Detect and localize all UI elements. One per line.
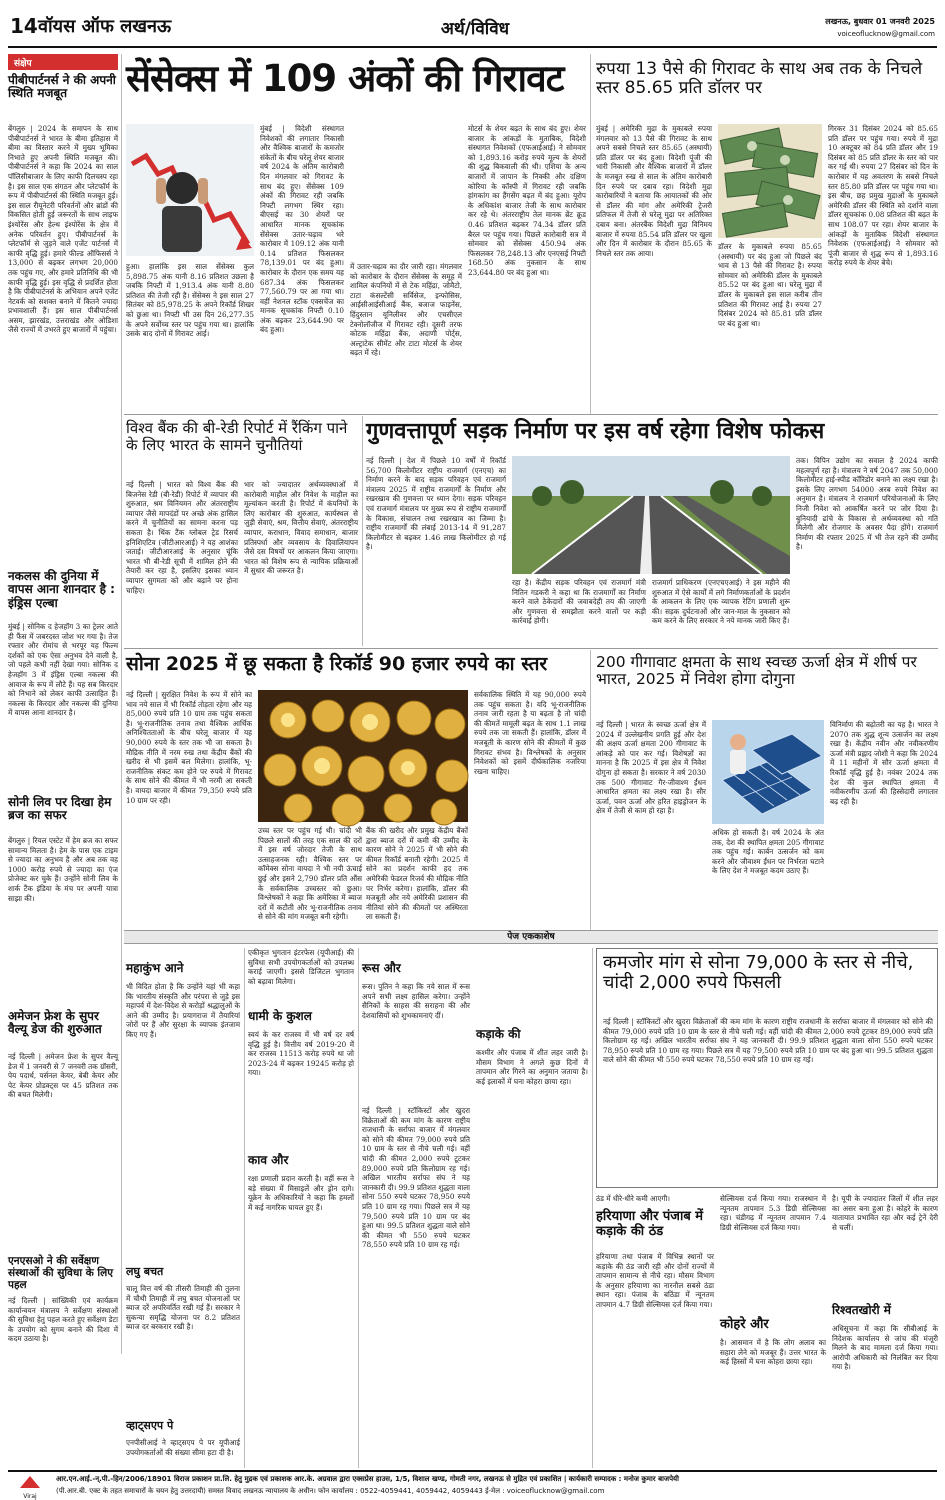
masthead-page-number: 14 xyxy=(10,14,38,38)
dhami-col1: एकीकृत भुगतान इंटरफेस (यूपीआई) की सुविधा सभी उपयोगकर्ताओं को उपलब्ध कराई जाएगी। इससे डिजिटल भुगतान को बढ़ावा मिलेगा। xyxy=(248,948,354,986)
dhami-body: स्वयं के कर राजस्व में भी वर्ष दर वर्ष वृद्धि हुई है। वित्तीय वर्ष 2019-20 में कर राजस्व 11513 करोड़ रुपये था जो 2023-24 में बढ़कर 19245 करोड़ हो गया। xyxy=(248,1030,354,1078)
kadake-body: कश्मीर और पंजाब में शीत लहर जारी है। मौसम विभाग ने अगले कुछ दिनों में तापमान और गिरने का अनुमान जताया है। कई इलाकों में घना कोहरा छाया रहा। xyxy=(476,1048,588,1086)
gold90-col1: नई दिल्ली | सुरक्षित निवेश के रूप में सोने का भाव नये साल में भी रिकॉर्ड तोड़ता रहेगा और यह 85,000 रुपये प्रति 10 ग्राम तक पहुंच सकता है। भू-राजनीतिक तनाव तथा वैश्विक आर्थिक अनिश्चितताओं के बीच घरेलू बाजार में यह 90,000 रुपये के स्तर तक भी जा सकता है। मौद्रिक नीति में नरम रुख तथा केंद्रीय बैंकों की खरीद से भी इसमें बल मिलेगा। हालांकि, भू-राजनीतिक संकट कम होने पर रुपये में गिरावट के साथ सोने की कीमत में भी नरमी आ सकती है। वायदा बाजार में कीमत 79,350 रुपये प्रति 10 ग्राम पर रही। xyxy=(126,690,252,805)
rule-left xyxy=(121,54,122,1354)
sankshep-item3-title: सोनी लिव पर दिखा हेम ब्रज का सफर xyxy=(8,795,112,823)
whatsapp-pay-title: व्हाट्सएप पे xyxy=(126,1419,174,1432)
rule-under-top xyxy=(124,414,938,415)
footer-logo xyxy=(10,1474,50,1500)
cold-col3: है। यूपी के ज्यादातर जिलों में शीत लहर का असर बना हुआ है। कोहरे के कारण यातायात प्रभावित रहा और कई ट्रेनें देरी से चलीं। xyxy=(832,1194,938,1232)
gold90-photo xyxy=(258,690,468,822)
footer-logo-text: Viraj xyxy=(23,1493,37,1500)
worldbank-col1: नई दिल्ली | भारत को विश्व बैंक की बिजनेस रेडी (बी-रेडी) रिपोर्ट में व्यापार की शुरुआत, श्रम विनियमन और अंतरराष्ट्रीय व्यापार जैसे मापदंडों पर अच्छे अंक हासिल करने में चुनौतियों का सामना करना पड़ सकता है। थिंक टैंक ग्लोबल ट्रेड रिसर्च इनिशिएटिव (जीटीआरआई) ने यह आशंका जताई। जीटीआरआई के अनुसार चूंकि भारत भी बी-रेडी सूची में शामिल होने की तैयारी कर रहा है, इसलिए इसका ध्यान व्यापार सुगमता को और बढ़ाने पर होना चाहिए। xyxy=(126,480,238,595)
sensex-photo xyxy=(126,124,254,256)
gold90-headline: सोना 2025 में छू सकता है रिकॉर्ड 90 हजार रुपये का स्तर xyxy=(126,653,548,675)
masthead-section: अर्थ/विविध xyxy=(440,19,510,39)
rishwat-title: रिश्वतखोरी में xyxy=(832,1303,891,1317)
masthead-rule xyxy=(8,46,937,48)
mahakumbh-title: महाकुंभ आने xyxy=(126,961,184,975)
russia-title: रूस और xyxy=(362,961,401,975)
sensex-col3: में उतार-चढ़ाव का दौर जारी रहा। मंगलवार को कारोबार के दौरान सेंसेक्स के समूह में शामिल कंपनियों में से टेक महिंद्रा, जोमैटो, टाटा कंसल्टेंसी सर्विसेज, इन्फोसिस, आईसीआईसीआई बैंक, बजाज फाइनेंस, हिंदुस्तान यूनिलीवर और एचसीएल टेक्नोलॉजीज में गिरावट रही। दूसरी तरफ कोटक महिंद्रा बैंक, अदाणी पोर्ट्स, अल्ट्राटेक सीमेंट और टाटा मोटर्स के शेयर बढ़त में रहे। xyxy=(350,262,462,358)
sankshep-item2-body: मुंबई | सोनिक द हेजहॉग 3 का ट्रेलर आते ही फैंस में जबरदस्त जोश भर गया है। तेज रफ्तार और रोमांच से भरपूर यह फिल्म दर्शकों को एक ऐसा अनुभव देने वाली है, जो पहले कभी नहीं देखा गया। सोनिक द हेजहॉग 3 में इंड्रिस एल्बा नकल्स की आवाज के रूप में लौटे हैं। यह सब किरदार को निभाने को लेकर काफी उत्साहित हैं। नकल्स के किरदार और नकल्स की दुनिया में वापस आना शानदार है। xyxy=(8,622,118,718)
rule-mid-top xyxy=(590,54,591,414)
masthead xyxy=(0,0,945,58)
road-photo xyxy=(512,456,790,574)
solar-col2: अधिक हो सकती है। वर्ष 2024 के अंत तक, देश की स्थापित क्षमता 205 गीगावाट तक पहुंच गई। कार्बन उत्सर्जन को कम करने और जीवाश्म ईंधन पर निर्भरता घटाने के लिए देश ने मजबूत कदम उठाए हैं। xyxy=(712,828,824,876)
sankshep-item1-title: पीबीपार्टनर्स ने की अपनी स्थिति मजबूत xyxy=(8,73,116,101)
road-col1: नई दिल्ली | देश में पिछले 10 वर्षों में रिकॉर्ड 56,700 किलोमीटर राष्ट्रीय राजमार्ग (एनएच) का निर्माण करने के बाद सड़क परिवहन एवं राजमार्ग मंत्रालय 2025 में राष्ट्रीय राजमार्गों के निर्माण और रखरखाव की गुणवत्ता पर ध्यान देगा। सड़क परिवहन एवं राजमार्ग मंत्रालय पर मुख्य रूप से राष्ट्रीय राजमार्गों के विकास, संचालन तथा रखरखाव का जिम्मा है। राष्ट्रीय राजमार्गों की लंबाई 2013-14 में 91,287 किलोमीटर से बढ़कर 1.46 लाख किलोमीटर हो गई है। xyxy=(366,456,506,552)
rule-bot-3 xyxy=(592,948,593,1468)
sankshep-item4-body: नई दिल्ली | अमेजन फ्रेश के सुपर वैल्यू डेज में 1 जनवरी से 7 जनवरी तक ग्रॉसरी, पेय पदार्थ, पर्सनल केयर, बेबी केयर और पेट केयर प्रोडक्ट्स पर 45 प्रतिशत तक की बचत मिलेगी। xyxy=(8,1052,118,1100)
kav-body: रक्षा प्रणाली प्रदान करती है। वहीं रूस ने बड़े संख्या में मिसाइलें और ड्रोन दागे। यूक्रेन के अधिकारियों ने कहा कि हमलों में कई नागरिक घायल हुए हैं। xyxy=(248,1174,354,1212)
worldbank-headline: विश्व बैंक की बी-रेडी रिपोर्ट में रैंकिंग पाने के लिए भारत के सामने चुनौतियां xyxy=(126,419,348,454)
gold79-body: नई दिल्ली | स्टॉकिस्टों और खुदरा विक्रेताओं की कम मांग के कारण राष्ट्रीय राजधानी के सर्राफा बाजार में मंगलवार को सोने की कीमत 79,000 रुपये प्रति 10 ग्राम के स्तर से नीचे चली गई। वहीं चांदी की कीमत 2,000 रुपये टूटकर 89,000 रुपये प्रति किलोग्राम रह गई। अखिल भारतीय सर्राफा संघ ने यह जानकारी दी। 99.9 प्रतिशत शुद्धता वाला सोना 550 रुपये घटकर 78,950 रुपये प्रति 10 ग्राम रह गया। पिछले सत्र में यह 79,500 रुपये प्रति 10 ग्राम पर बंद हुआ था। 99.5 प्रतिशत शुद्धता वाले सोने की कीमत भी 550 रुपये घटकर 78,550 रुपये प्रति 10 ग्राम रह गई। xyxy=(603,1017,933,1065)
sankshep-label: संक्षेप xyxy=(8,54,118,70)
russia-col2: नई दिल्ली | स्टॉकिस्टों और खुदरा विक्रेताओं की कम मांग के कारण राष्ट्रीय राजधानी के सर्राफा बाजार में मंगलवार को सोने की कीमत 79,000 रुपये प्रति 10 ग्राम के स्तर से नीचे चली गई। वहीं चांदी की कीमत 2,000 रुपये टूटकर 89,000 रुपये प्रति किलोग्राम रह गई। अखिल भारतीय सर्राफा संघ ने यह जानकारी दी। 99.9 प्रतिशत शुद्धता वाला सोना 550 रुपये घटकर 78,950 रुपये प्रति 10 ग्राम रह गया। पिछले सत्र में यह 79,500 रुपये प्रति 10 ग्राम पर बंद हुआ था। 99.5 प्रतिशत शुद्धता वाले सोने की कीमत भी 550 रुपये घटकर 78,550 रुपये प्रति 10 ग्राम रह गई। xyxy=(362,1106,470,1250)
footer-note: (पी.आर.बी. एक्ट के तहत समाचारों के चयन हेतु उत्तरदायी) समस्त विवाद लखनऊ न्यायालय के अधीन। फोन कार्यालय : 0522-4059441, 4059442, 4059443 ई-मेल : voiceoflucknow@gmail.com xyxy=(56,1487,605,1495)
solar-col3: विनिर्माण की बढ़ोतरी का यह है। भारत ने 2070 तक शुद्ध शून्य उत्सर्जन का लक्ष्य रखा है। केंद्रीय नवीन और नवीकरणीय ऊर्जा मंत्री प्रह्लाद जोशी ने कहा कि 2024 में 11 महीनों में सौर ऊर्जा क्षमता में रिकॉर्ड वृद्धि हुई है। नवंबर 2024 तक देश की कुल स्थापित क्षमता में नवीकरणीय ऊर्जा की हिस्सेदारी लगातार बढ़ रही है। xyxy=(830,720,938,806)
sensex-col1: मुंबई | विदेशी संस्थागत निवेशकों की लगातार निकासी और वैश्विक बाजारों के कमजोर संकेतों के बीच घरेलू शेयर बाजार वर्ष 2024 के अंतिम कारोबारी दिन मंगलवार को गिरावट के साथ बंद हुए। सेंसेक्स 109 अंकों की गिरावट रही जबकि निफ्टी लगभग स्थिर रहा। बीएसई का 30 शेयरों पर आधारित मानक सूचकांक सेंसेक्स उतार-चढ़ाव भरे कारोबार में 109.12 अंक यानी 0.14 प्रतिशत फिसलकर 78,139.01 पर बंद हुआ। कारोबार के दौरान एक समय यह 687.34 अंक फिसलकर 77,560.79 पर आ गया था। वहीं नेशनल स्टॉक एक्सचेंज का मानक सूचकांक निफ्टी 0.10 अंक बढ़कर 23,644.90 पर बंद हुआ। xyxy=(260,124,344,335)
sankshep-column xyxy=(8,54,118,1354)
gold90-col4: सर्वकालिक स्थिति में यह 90,000 रुपये तक पहुंच सकता है। यदि भू-राजनीतिक तनाव जारी रहता है या बढ़ता है तो चांदी की कीमतें मामूली बढ़त के साथ 1.1 लाख रुपये तक जा सकती हैं। हालांकि, डॉलर में मजबूती के कारण सोने की कीमतों में कुछ गिरावट संभव है। विश्लेषकों के अनुसार निवेशकों को इसमें दीर्घकालिक नजरिया रखना चाहिए। xyxy=(474,690,586,776)
rule-bot-2 xyxy=(358,948,359,1468)
russia-body: रूस। पुतिन ने कहा कि नये साल में रूस अपने सभी लक्ष्य हासिल करेगा। उन्होंने सैनिकों के साहस की सराहना की और देशवासियों को शुभकामनाएं दीं। xyxy=(362,982,470,1020)
gold90-col3: बैंक की खरीद और प्रमुख केंद्रीय बैंकों द्वारा ब्याज दरों में कमी की उम्मीद के कारण सोने ने 2025 में भी सोने की कीमत रिकॉर्ड बनाती रहेगी। 2025 में सोने का प्रदर्शन काफी हद तक अमेरिकी फेडरल रिजर्व की मौद्रिक नीति पर निर्भर करेगा। हालांकि, डॉलर की मजबूती और नये अमेरिकी प्रशासन की नीतियां सोने की कीमतों पर अस्थिरता ला सकती हैं। xyxy=(366,826,468,922)
whatsapp-pay-body: एनपीसीआई ने व्हाट्सएप पे पर यूपीआई उपयोगकर्ताओं की संख्या सीमा हटा दी है। xyxy=(126,1438,240,1457)
sankshep-item5-title: एनएसओ ने की सर्वेक्षण संस्थाओं की सुविधा के लिए पहल xyxy=(8,1255,114,1291)
rupee-col2: डॉलर के मुकाबले रुपया 85.65 (अस्थायी) पर बंद हुआ जो पिछले बंद भाव से 13 पैसे की गिरावट है। रुपया सोमवार को अमेरिकी डॉलर के मुकाबले 85.52 पर बंद हुआ था। घरेलू मुद्रा में डॉलर के मुकाबले इस साल करीब तीन प्रतिशत की गिरावट आई है। रुपया 27 दिसंबर 2024 को 85.81 प्रति डॉलर पर बंद हुआ था। xyxy=(718,242,822,328)
rule-under-mid xyxy=(124,648,938,649)
sankshep-item2-title: नकलस की दुनिया में वापस आना शानदार है : इंड्रिस एल्बा xyxy=(8,569,115,610)
sensex-col4: मोटर्स के शेयर बढ़त के साथ बंद हुए। शेयर बाजार के आंकड़ों के मुताबिक, विदेशी संस्थागत निवेशकों (एफआईआई) ने सोमवार को 1,893.16 करोड़ रुपये मूल्य के शेयरों की शुद्ध बिकवाली की थी। एशिया के अन्य बाजारों में जापान के निक्की और दक्षिण कोरिया के कॉस्पी में गिरावट रही जबकि हांगकांग का हैंगसेंग बढ़त में बंद हुआ। यूरोप के अधिकांश बाजार तेजी के साथ कारोबार कर रहे थे। अंतरराष्ट्रीय तेल मानक ब्रेंट क्रूड 0.46 प्रतिशत बढ़कर 74.34 डॉलर प्रति बैरल पर पहुंच गया। पिछले कारोबारी सत्र में सोमवार को सेंसेक्स 450.94 अंक फिसलकर 78,248.13 और एनएसई निफ्टी 168.50 अंक नुकसान के साथ 23,644.80 पर बंद हुआ था। xyxy=(468,124,586,277)
masthead-paper-name: वॉयस ऑफ लखनऊ xyxy=(38,16,172,37)
sankshep-item1-body: बेंगलुरु | 2024 के समापन के साथ पीबीपार्टनर्स ने भारत के बीमा इतिहास में बीमा का विस्तार करने में मुख्य भूमिका निभाते हुए अपनी स्थिति मजबूत की। पीबीपार्टनर्स ने कहा कि 2024 का साल पॉलिसीबाजार के लिए काफी दिलचस्प रहा है। इस साल एक संगठन और प्लेटफॉर्म के रूप में पीबीपार्टनर्स की स्थिति मजबूत हुई। इस साल रीयूनेटरी परिवर्तनों और ब्रांडों की विकसित होती हुई जरूरतों के साथ लाइफ इंश्योरेंस और हेल्थ इंश्योरेंस के क्षेत्र में अनेक परिवर्तन हुए। पीबीपार्टनर्स के प्लेटफॉर्म से जुड़ने वाले एजेंट पार्टनर्स में काफी वृद्धि हुई। हमारे फील्ड ऑफिसर्स ने 13,000 से बढ़कर लगभग 20,000 तक पहुंच गए, और हमारे प्रतिनिधि की भी काफी वृद्धि हुई। इस वृद्धि से प्रदर्शित होता है कि पीबीपार्टनर्स के अभियान अपने एजेंट नेटवर्क को सशक्त बनाने में कितने ज्यादा प्रभावशाली हैं। इस साल पीबीपार्टनर्स असम, झारखंड, उत्तराखंड और ओडिशा जैसे राज्यों में उभरते हुए बाजारों में पहुंचा। xyxy=(8,124,118,335)
rupee-headline: रुपया 13 पैसे की गिरावट के साथ अब तक के निचले स्तर 85.65 प्रति डॉलर पर xyxy=(596,59,923,99)
sensex-col2: हुआ। हालांकि इस साल सेंसेक्स कुल 5,898.75 अंक यानी 8.16 प्रतिशत उछला है जबकि निफ्टी में 1,913.4 अंक यानी 8.80 प्रतिशत की तेजी रही है। सेंसेक्स ने इस साल 27 सितंबर को 85,978.25 के अपने रिकॉर्ड शिखर को छुआ था। निफ्टी भी उस दिन 26,277.35 के अपने सर्वोच्च स्तर पर पहुंच गया था। हालांकि उसके बाद दोनों में गिरावट आई। xyxy=(126,262,254,339)
footer-reg: आर.एन.आई.-न्.पी.-हिन/2006/18901 विराज प्रकाशन प्रा.लि. हेतु मुद्रक एवं प्रकाशक आर.के. अग्रवाल द्वारा एक्सप्रेस हाउस, 1/5, विशाल खण्ड, गोमती नगर, लखनऊ से मुद्रित एवं प्रकाशित | कार्यकारी सम्पादक : मनोज कुमार बाजपेयी xyxy=(56,1475,679,1483)
sankshep-item4-title: अमेजन फ्रेश के सुपर वैल्यू डेज की शुरुआत xyxy=(8,1009,102,1037)
dhami-title: धामी के कुशल xyxy=(248,1009,312,1023)
laghu-bachat-body: चालू वित्त वर्ष की तीसरी तिमाही की तुलना में चौथी तिमाही में लघु बचत योजनाओं पर ब्याज दरें अपरिवर्तित रखी गई हैं। सरकार ने सुकन्या समृद्धि योजना पर 8.2 प्रतिशत ब्याज दर बरकरार रखी है। xyxy=(126,1284,240,1332)
cold-title: हरियाणा और पंजाब में कड़ाके की ठंड xyxy=(596,1209,704,1239)
kohre-title: कोहरे और xyxy=(720,1317,769,1332)
solar-col1: नई दिल्ली | भारत के स्वच्छ ऊर्जा क्षेत्र में 2024 में उल्लेखनीय प्रगति हुई और देश की अक्षय ऊर्जा क्षमता 200 गीगावाट के आंकड़े को पार कर गई। विशेषज्ञों का मानना है कि 2025 में इस क्षेत्र में निवेश दोगुना हो सकता है। सरकार ने वर्ष 2030 तक 500 गीगावाट गैर-जीवाश्म ईंधन आधारित क्षमता का लक्ष्य रखा है। सौर ऊर्जा, पवन ऊर्जा और हरित हाइड्रोजन के क्षेत्र में तेजी से काम हो रहा है। xyxy=(596,720,706,816)
rule-bot-1 xyxy=(244,948,245,1468)
sankshep-item3-body: बेंगलुरु | रियल एस्टेट में हेम ब्रज का सफर सामान्य मिलता है। हेम के पास एक टाइम से ज्यादा का अनुभव है और अब तक वह 1000 करोड़ रुपये से ज्यादा का एंज प्रोजेक्ट कर चुके हैं। उन्होंने सोनी लिव के शार्क टैंक इंडिया के मंच पर अपनी यात्रा साझा की। xyxy=(8,836,118,903)
viraj-logo-icon xyxy=(10,1475,50,1489)
page-ekaksha-label: पेज एककाशेष xyxy=(507,932,555,942)
page-ekaksha-bar xyxy=(124,930,938,944)
road-col2: रहा है। केंद्रीय सड़क परिवहन एवं राजमार्ग मंत्री नितिन गडकरी ने कहा था कि राजमार्गों का निर्माण करने वाले ठेकेदारों की जवाबदेही तय की जाएगी और गुणवत्ता से समझौता करने वालों पर कड़ी कार्रवाई होगी। xyxy=(512,578,646,626)
gold79-box xyxy=(596,948,938,1188)
laghu-bachat-title: लघु बचत xyxy=(126,1265,164,1278)
road-col3: राजमार्ग प्राधिकरण (एनएचएआई) ने इस महीने की शुरुआत में ऐसे कार्यों में लगे निर्माणकर्ताओं के प्रदर्शन के आकलन के लिए एक व्यापक रेटिंग प्रणाली शुरू की। सड़क दुर्घटनाओं और जान-माल के नुकसान को कम करने के लिए सरकार ने नये मानक जारी किए हैं। xyxy=(652,578,790,626)
cold-intro: ठंड में धीरे-धीरे कमी आएगी। xyxy=(596,1194,670,1203)
gold90-col2: उच्च स्तर पर पहुंच गई थी। चांदी भी पिछले सालों की तरह एक साल की दरों में इस वर्ष जोरदार तेजी के साथ उत्साहजनक रही। वैश्विक स्तर पर कॉमेक्स सोना वायदा ने भी नयी ऊंचाई छुई और इसने 2,790 डॉलर प्रति औंस के सर्वकालिक उच्चस्तर को छुआ। विश्लेषकों ने कहा कि अमेरिका में ब्याज दरों में कटौती और भू-राजनीतिक तनाव से सोने की मांग मजबूत बनी रहेगी। xyxy=(258,826,362,922)
solar-photo xyxy=(712,720,824,824)
rupee-col3: गिरकर 31 दिसंबर 2024 को 85.65 प्रति डॉलर पर पहुंच गया। रुपये में मुद्रा 10 अक्टूबर को 84 प्रति डॉलर और 19 दिसंबर को 85 प्रति डॉलर के स्तर को पार कर गई थी। रुपया 27 दिसंबर को दिन के कारोबार में यह अवतरण के सबसे निचले स्तर 85.80 प्रति डॉलर पर पहुंच गया था। इस बीच, छह प्रमुख मुद्राओं के मुकाबले अमेरिकी डॉलर की स्थिति को दर्शाने वाला डॉलर सूचकांक 0.08 प्रतिशत की बढ़त के साथ 108.07 पर रहा। शेयर बाजार के आंकड़ों के मुताबिक विदेशी संस्थागत निवेशक (एफआईआई) ने सोमवार को पूंजी बाजार से शुद्ध रूप से 1,893.16 करोड़ रुपये के शेयर बेचे। xyxy=(828,124,938,268)
masthead-date: लखनऊ, बुधवार 01 जनवरी 2025 xyxy=(825,17,935,26)
road-headline: गुणवत्तापूर्ण सड़क निर्माण पर इस वर्ष रहेगा विशेष फोकस xyxy=(366,419,825,444)
road-col4: तक। विपिन उद्योग का सवाल है 2024 काफी महत्वपूर्ण रहा है। मंत्रालय ने वर्ष 2047 तक 50,000 किलोमीटर हाई-स्पीड कॉरिडोर बनाने का लक्ष्य रखा है। इसके लिए लगभग 54000 अरब रुपये निवेश का अनुमान है। मंत्रालय ने राजमार्ग परियोजनाओं के लिए निजी निवेश को आकर्षित करने पर जोर दिया है। बुनियादी ढांचे के विकास से अर्थव्यवस्था को गति मिलेगी और रोजगार के अवसर पैदा होंगे। राजमार्ग निर्माण की रफ्तार 2025 में भी तेज रहने की उम्मीद है। xyxy=(796,456,938,552)
kav-title: काव और xyxy=(248,1153,289,1167)
rupee-col1: मुंबई | अमेरिकी मुद्रा के मुकाबले रुपया मंगलवार को 13 पैसे की गिरावट के साथ अपने सबसे निचले स्तर 85.65 (अस्थायी) प्रति डॉलर पर बंद हुआ। विदेशी पूंजी की भारी निकासी और वैश्विक बाजारों में डॉलर के मजबूत रुख से साल के अंतिम कारोबारी दिन रुपये पर दबाव रहा। विदेशी मुद्रा कारोबारियों ने बताया कि आयातकों की ओर से डॉलर की मांग और अमेरिकी ट्रेजरी प्रतिफल में तेजी से घरेलू मुद्रा पर अतिरिक्त दबाव बना। अंतरबैंक विदेशी मुद्रा विनिमय बाजार में रुपया 85.54 प्रति डॉलर पर खुला और दिन में कारोबार के दौरान 85.65 के निचले स्तर तक आया। xyxy=(596,124,712,258)
sankshep-item5-body: नई दिल्ली | सांख्यिकी एवं कार्यक्रम कार्यान्वयन मंत्रालय ने सर्वेक्षण संस्थाओं की सुविधा हेतु पहल करते हुए सर्वेक्षण डेटा के उपयोग को सुगम बनाने की दिशा में कदम उठाया है। xyxy=(8,1296,118,1344)
masthead-website: voiceoflucknow@gmail.com xyxy=(837,30,935,38)
gold79-headline: कमजोर मांग से सोना 79,000 के स्तर से नीचे, चांदी 2,000 रुपये फिसली xyxy=(603,952,914,994)
worldbank-col2: भार को ज्यादातर अर्थव्यवस्थाओं में कारोबारी माहौल और निवेश के माहौल का मूल्यांकन करती है। रिपोर्ट में कंपनियों के लिए कारोबार की शुरुआत, कार्यस्थल से जुड़ी सेवाएं, श्रम, वित्तीय सेवाएं, अंतरराष्ट्रीय व्यापार, कराधान, विवाद समाधान, बाजार प्रतिस्पर्धा और व्यवसाय के दिवालियापन जैसे दस विषयों पर आकलन किया जाएगा। भारत को विशेष रूप से न्यायिक प्रक्रियाओं में सुधार की जरूरत है। xyxy=(244,480,358,576)
solar-headline: 200 गीगावाट क्षमता के साथ स्वच्छ ऊर्जा क्षेत्र में शीर्ष पर भारत, 2025 में निवेश होगा दोगुना xyxy=(596,653,917,689)
footer-rule xyxy=(8,1470,937,1472)
mahakumbh-body: भी विदित होता है कि उन्होंने यहां भी कहा कि भारतीय संस्कृति और परंपरा से जुड़े इस महापर्व में देश-विदेश से करोड़ों श्रद्धालुओं के आने की उम्मीद है। प्रयागराज में तैयारियां जोरों पर हैं और सुरक्षा के व्यापक इंतजाम किए गए हैं। xyxy=(126,982,240,1039)
cold-col2: सेल्सियस दर्ज किया गया। राजस्थान में न्यूनतम तापमान 5.3 डिग्री सेल्सियस रहा। चंडीगढ़ में न्यूनतम तापमान 7.4 डिग्री सेल्सियस दर्ज किया गया। xyxy=(720,1194,826,1232)
sensex-headline: सेंसेक्स में 109 अंकों की गिरावट xyxy=(126,57,564,100)
rishwat-body: अधिसूचना में कहा कि सीबीआई के निदेशक कार्यालय से जांच की मंजूरी मिलने के बाद मामला दर्ज किया गया। आरोपी अधिकारी को निलंबित कर दिया गया है। xyxy=(832,1324,938,1372)
rule-wb xyxy=(362,416,363,646)
kadake-title: कड़ाके की xyxy=(476,1027,521,1041)
kohre-body: है। आसमान में है कि लोग अलाव का सहारा लेने को मजबूर हैं। उत्तर भारत के कई हिस्सों में घना कोहरा छाया रहा। xyxy=(720,1338,826,1367)
cold-body: हरियाणा तथा पंजाब में विभिन्न स्थानों पर कड़ाके की ठंड जारी रही और दोनों राज्यों में तापमान सामान्य से नीचे रहा। मौसम विभाग के अनुसार हरियाणा का नारनौल सबसे ठंडा स्थान रहा। पंजाब के बठिंडा में न्यूनतम तापमान 4.7 डिग्री सेल्सियस दर्ज किया गया। xyxy=(596,1252,714,1309)
rule-gold xyxy=(590,650,591,930)
rupee-photo xyxy=(718,124,822,238)
